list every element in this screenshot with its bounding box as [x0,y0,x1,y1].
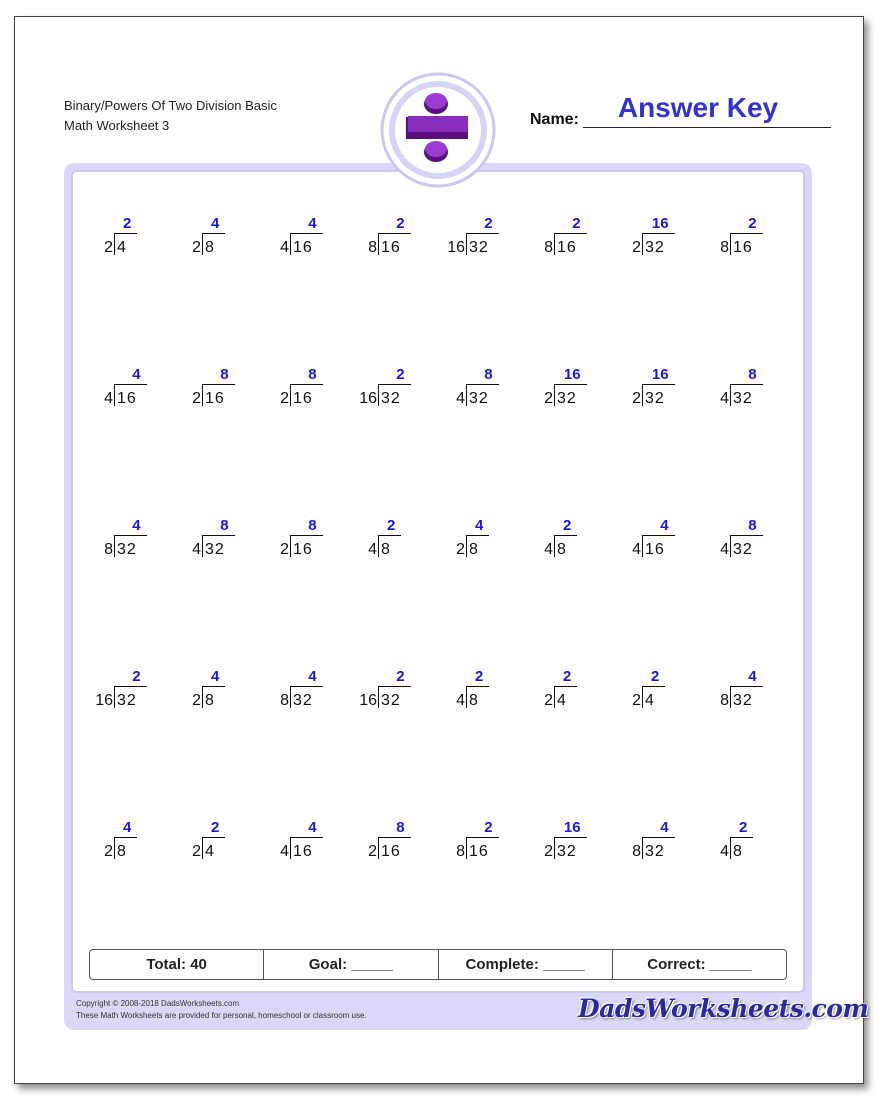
divisor: 4 [632,541,641,558]
quotient-answer: 2 [484,819,493,836]
dividend: 16 [205,390,225,407]
dividend: 16 [117,390,137,407]
goal-cell: Goal: _____ [264,950,438,979]
divisor: 2 [544,390,553,407]
answer-key-text: Answer Key [617,92,779,123]
dividend: 16 [293,390,313,407]
dividend: 32 [381,692,401,709]
dividend: 32 [381,390,401,407]
quotient-answer: 8 [748,366,757,383]
dividend: 32 [205,541,225,558]
quotient-answer: 2 [396,215,405,232]
dividend: 32 [645,239,665,256]
copyright-notice [76,998,367,1022]
divisor: 8 [368,239,377,256]
divisor: 4 [720,541,729,558]
dividend: 32 [469,390,489,407]
dividend: 8 [557,541,567,558]
division-problem [704,216,814,260]
divisor: 2 [544,692,553,709]
division-problem [704,820,814,864]
copyright-line-1: Copyright © 2008-2018 DadsWorksheets.com [76,999,240,1008]
dividend: 4 [205,843,215,860]
name-underline [583,127,831,128]
dividend: 16 [293,541,313,558]
quotient-answer: 2 [484,215,493,232]
worksheet-title [64,96,277,136]
quotient-answer: 8 [220,366,229,383]
divisor: 4 [192,541,201,558]
divisor: 8 [720,239,729,256]
dividend: 8 [117,843,127,860]
divisor: 2 [280,541,289,558]
quotient-answer: 4 [474,517,484,534]
divisor: 2 [192,692,201,709]
quotient-answer: 2 [562,668,572,685]
dividend: 32 [645,843,665,860]
title-line-1: Binary/Powers Of Two Division Basic [64,98,277,113]
quotient-answer: 8 [396,819,405,836]
divisor: 16 [95,692,113,709]
quotient-answer: 2 [122,215,132,232]
divisor: 2 [104,239,113,256]
divisor: 2 [632,390,641,407]
divisor: 2 [280,390,289,407]
dividend: 4 [117,239,127,256]
dividend: 16 [293,239,313,256]
dividend: 32 [293,692,313,709]
quotient-answer: 16 [651,366,669,383]
divisor: 8 [456,843,465,860]
quotient-answer: 4 [210,215,220,232]
quotient-answer: 8 [308,517,317,534]
quotient-answer: 8 [220,517,229,534]
dividend: 8 [469,541,479,558]
division-sign-icon [380,72,496,188]
dividend: 16 [733,239,753,256]
quotient-answer: 4 [308,215,317,232]
division-problem [704,669,814,713]
divisor: 2 [192,390,201,407]
divisor: 4 [280,843,289,860]
divisor: 8 [280,692,289,709]
quotient-answer: 4 [660,819,669,836]
quotient-answer: 8 [748,517,757,534]
quotient-answer: 16 [563,366,581,383]
divisor: 2 [192,843,201,860]
divisor: 4 [720,390,729,407]
divisor: 16 [359,692,377,709]
dividend: 32 [117,692,137,709]
problems-area [71,170,805,993]
brand-logo: DadsWorksheets.com [578,994,869,1023]
dividend: 32 [733,541,753,558]
divisor: 4 [368,541,377,558]
quotient-answer: 4 [132,366,141,383]
quotient-answer: 2 [396,668,405,685]
divisor: 4 [280,239,289,256]
quotient-answer: 16 [563,819,581,836]
correct-cell: Correct: _____ [647,956,752,973]
divisor: 4 [720,843,729,860]
divisor: 2 [104,843,113,860]
divisor: 2 [368,843,377,860]
dividend: 8 [469,692,479,709]
quotient-answer: 8 [484,366,493,383]
quotient-answer: 2 [386,517,396,534]
quotient-answer: 2 [650,668,660,685]
quotient-answer: 2 [748,215,757,232]
dividend: 32 [733,692,753,709]
quotient-answer: 2 [562,517,572,534]
score-table [89,949,787,980]
dividend: 32 [733,390,753,407]
quotient-answer: 4 [210,668,220,685]
quotient-answer: 4 [660,517,669,534]
quotient-answer: 2 [738,819,748,836]
division-problem [704,518,814,562]
dividend: 32 [469,239,489,256]
divisor: 16 [447,239,465,256]
divisor: 2 [192,239,201,256]
divisor: 2 [632,239,641,256]
title-line-2: Math Worksheet 3 [64,118,170,133]
quotient-answer: 2 [474,668,484,685]
quotient-answer: 8 [308,366,317,383]
divisor: 4 [456,390,465,407]
dividend: 32 [645,390,665,407]
dividend: 8 [205,692,215,709]
divisor: 8 [632,843,641,860]
dividend: 16 [557,239,577,256]
quotient-answer: 4 [308,819,317,836]
quotient-answer: 2 [210,819,220,836]
problems-frame [64,163,812,1030]
total-cell: Total: 40 [90,950,264,979]
quotient-answer: 4 [308,668,317,685]
dividend: 16 [469,843,489,860]
dividend: 32 [557,843,577,860]
dividend: 32 [117,541,137,558]
dividend: 8 [733,843,743,860]
dividend: 4 [557,692,567,709]
divisor: 4 [544,541,553,558]
quotient-answer: 2 [572,215,581,232]
quotient-answer: 16 [651,215,669,232]
quotient-answer: 4 [132,517,141,534]
divisor: 2 [456,541,465,558]
dividend: 16 [381,239,401,256]
divisor: 4 [456,692,465,709]
divisor: 8 [720,692,729,709]
dividend: 16 [381,843,401,860]
quotient-answer: 2 [396,366,405,383]
dividend: 8 [205,239,215,256]
divisor: 4 [104,390,113,407]
dividend: 16 [293,843,313,860]
divisor: 2 [544,843,553,860]
divisor: 8 [104,541,113,558]
divisor: 2 [632,692,641,709]
dividend: 32 [557,390,577,407]
division-problem [704,367,814,411]
dividend: 16 [645,541,665,558]
quotient-answer: 4 [122,819,132,836]
complete-cell: Complete: _____ [439,950,613,979]
dividend: 4 [645,692,655,709]
name-label: Name: [530,111,579,128]
quotient-answer: 4 [748,668,757,685]
dividend: 8 [381,541,391,558]
copyright-line-2: These Math Worksheets are provided for personal, homeschool or classroom use. [76,1011,367,1020]
quotient-answer: 2 [132,668,141,685]
divisor: 8 [544,239,553,256]
divisor: 16 [359,390,377,407]
